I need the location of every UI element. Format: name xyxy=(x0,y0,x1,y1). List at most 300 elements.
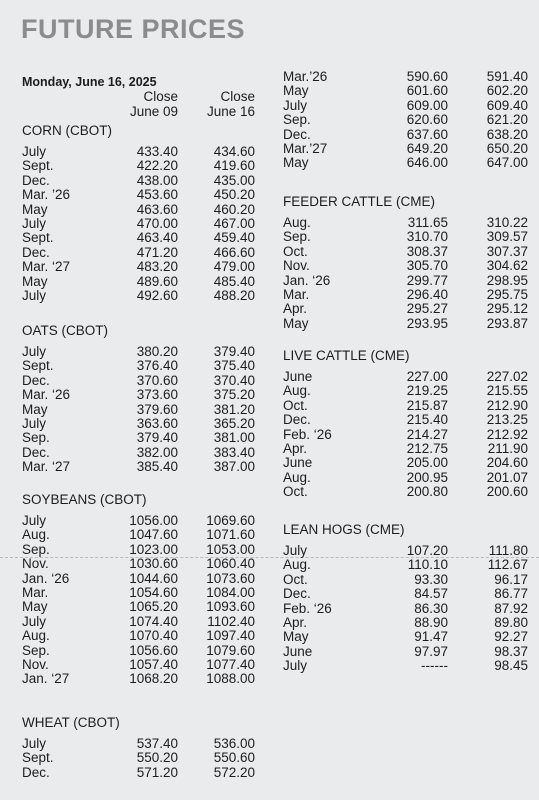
close-june-09: 1065.20 xyxy=(129,599,178,615)
close-june-16: 295.75 xyxy=(486,286,528,302)
close-june-16: 591.40 xyxy=(486,69,528,84)
contract-month: May xyxy=(283,629,309,645)
price-row xyxy=(283,156,528,170)
section-title: FEEDER CATTLE (CME) xyxy=(283,194,436,209)
price-row xyxy=(22,751,255,765)
close-june-16: 1084.00 xyxy=(206,584,255,600)
price-row xyxy=(283,370,528,384)
section-wheat-continued xyxy=(283,70,528,171)
close-june-16: 485.40 xyxy=(213,273,255,289)
close-june-16: 309.57 xyxy=(486,229,528,245)
close-june-09: 93.30 xyxy=(414,571,448,587)
price-row xyxy=(283,659,528,673)
section-title: WHEAT (CBOT) xyxy=(22,715,120,730)
close-june-16: 1069.60 xyxy=(206,513,255,528)
close-june-09: 382.00 xyxy=(136,444,178,460)
section-oats xyxy=(22,322,255,475)
close-june-16: 1079.60 xyxy=(206,642,255,658)
price-row xyxy=(22,417,255,431)
price-row xyxy=(283,399,528,413)
close-june-16: 621.20 xyxy=(486,112,528,128)
price-row xyxy=(22,275,255,289)
close-june-16: 479.00 xyxy=(213,259,255,275)
price-row xyxy=(283,428,528,442)
close-june-16: 200.60 xyxy=(486,484,528,500)
close-june-09: 463.40 xyxy=(136,230,178,246)
price-rows xyxy=(22,737,255,780)
price-row xyxy=(22,737,255,751)
contract-month: Nov. xyxy=(22,556,49,572)
contract-month: Dec. xyxy=(283,412,311,428)
contract-month: Jan. ‘26 xyxy=(22,570,70,586)
close-june-16: 1077.40 xyxy=(206,656,255,672)
price-rows xyxy=(22,514,255,687)
price-rows xyxy=(283,370,528,500)
contract-month: Mar. ‘26 xyxy=(22,387,71,403)
close-june-09: 295.27 xyxy=(406,301,448,317)
contract-month: Oct. xyxy=(283,484,308,500)
contract-month: Aug. xyxy=(283,469,311,485)
close-june-16: 96.17 xyxy=(494,571,528,587)
price-row xyxy=(283,456,528,470)
close-june-09: 492.60 xyxy=(136,287,178,303)
price-row xyxy=(22,260,255,274)
close-june-16: 383.40 xyxy=(213,444,255,460)
contract-month: Sep. xyxy=(283,229,311,245)
contract-month: Aug. xyxy=(283,215,311,230)
close-june-16: 460.20 xyxy=(213,201,255,217)
close-june-16: 370.40 xyxy=(213,372,255,388)
close-june-16: 98.37 xyxy=(494,643,528,659)
close-june-16: 647.00 xyxy=(486,155,528,171)
close-june-16: 212.92 xyxy=(486,426,528,442)
contract-month: Dec. xyxy=(22,244,50,260)
contract-month: Oct. xyxy=(283,571,308,587)
price-row xyxy=(283,587,528,601)
close-june-16: 381.00 xyxy=(213,430,255,446)
close-june-16: 550.60 xyxy=(213,750,255,766)
price-row xyxy=(283,485,528,499)
price-row xyxy=(22,460,255,474)
close-june-16: 87.92 xyxy=(494,600,528,616)
close-june-16: 293.87 xyxy=(486,315,528,331)
contract-month: Mar. ‘27 xyxy=(22,459,71,475)
contract-month: Dec. xyxy=(22,172,50,188)
close-june-09: ------ xyxy=(421,658,448,674)
price-row xyxy=(22,528,255,542)
contract-month: July xyxy=(283,658,308,674)
close-june-16: 298.95 xyxy=(486,272,528,288)
close-june-09: 620.60 xyxy=(406,112,448,128)
price-row xyxy=(22,388,255,402)
price-row xyxy=(22,174,255,188)
price-rows xyxy=(283,544,528,674)
close-june-09: 293.95 xyxy=(406,315,448,331)
close-june-09: 1030.60 xyxy=(129,556,178,572)
close-june-09: 299.77 xyxy=(406,272,448,288)
price-row xyxy=(22,159,255,173)
close-june-16: 112.67 xyxy=(487,557,528,573)
contract-month: Sept. xyxy=(22,158,54,174)
close-june-16: 213.25 xyxy=(486,412,528,428)
close-june-09: 470.00 xyxy=(136,215,178,231)
close-june-09: 1068.20 xyxy=(129,671,178,687)
section-corn xyxy=(22,122,255,303)
contract-month: July xyxy=(283,543,308,558)
close-june-16: 211.90 xyxy=(487,440,528,456)
price-row xyxy=(22,514,255,528)
close-june-16: 307.37 xyxy=(486,243,528,259)
contract-month: Sep. xyxy=(22,642,50,658)
price-row xyxy=(22,644,255,658)
price-row xyxy=(22,403,255,417)
contract-month: Dec. xyxy=(283,586,311,602)
close-june-09: 380.20 xyxy=(136,344,178,359)
close-june-16: 387.00 xyxy=(213,459,255,475)
price-row xyxy=(22,615,255,629)
close-june-09: 219.25 xyxy=(406,383,448,399)
price-row xyxy=(283,616,528,630)
contract-month: Dec. xyxy=(22,444,50,460)
close-june-16: 434.60 xyxy=(213,144,255,159)
close-june-09: 453.60 xyxy=(136,187,178,203)
close-june-16: 1088.00 xyxy=(206,671,255,687)
close-june-16: 467.00 xyxy=(213,215,255,231)
price-row xyxy=(22,431,255,445)
close-june-16: 450.20 xyxy=(213,187,255,203)
column-header-date: June 16 xyxy=(206,104,255,119)
close-june-09: 363.60 xyxy=(136,415,178,431)
close-june-09: 1070.40 xyxy=(129,628,178,644)
contract-month: Feb. ‘26 xyxy=(283,600,332,616)
close-june-09: 200.95 xyxy=(406,469,448,485)
price-row xyxy=(283,113,528,127)
price-row xyxy=(22,188,255,202)
close-june-09: 107.20 xyxy=(406,543,448,558)
close-june-16: 365.20 xyxy=(213,415,255,431)
close-june-09: 483.20 xyxy=(136,259,178,275)
close-june-16: 212.90 xyxy=(486,397,528,413)
close-june-09: 1047.60 xyxy=(129,527,178,543)
price-row xyxy=(283,245,528,259)
close-june-09: 1074.40 xyxy=(129,613,178,629)
close-june-09: 422.20 xyxy=(136,158,178,174)
close-june-09: 373.60 xyxy=(136,387,178,403)
contract-month: May xyxy=(22,273,48,289)
price-row xyxy=(283,442,528,456)
section-title: OATS (CBOT) xyxy=(22,323,108,338)
contract-month: May xyxy=(22,201,48,217)
contract-month: June xyxy=(283,455,313,471)
section-title: CORN (CBOT) xyxy=(22,123,112,138)
column-header-june-09 xyxy=(108,89,178,119)
column-header-date: June 09 xyxy=(129,104,178,119)
price-row xyxy=(22,246,255,260)
price-row xyxy=(22,672,255,686)
contract-month: June xyxy=(283,643,313,659)
close-june-16: 111.80 xyxy=(488,543,528,558)
close-june-09: 200.80 xyxy=(406,484,448,500)
contract-month: Apr. xyxy=(283,614,308,630)
close-june-16: 488.20 xyxy=(213,287,255,303)
price-row xyxy=(283,602,528,616)
close-june-09: 433.40 xyxy=(136,144,178,159)
price-row xyxy=(22,217,255,231)
close-june-09: 1056.60 xyxy=(129,642,178,658)
price-row xyxy=(283,259,528,273)
section-feeder-cattle xyxy=(283,193,528,331)
close-june-16: 459.40 xyxy=(213,230,255,246)
contract-month: Dec. xyxy=(22,764,50,780)
section-title: SOYBEANS (CBOT) xyxy=(22,492,147,507)
contract-month: Aug. xyxy=(22,527,50,543)
price-row xyxy=(283,471,528,485)
close-june-16: 1060.40 xyxy=(206,556,255,572)
price-row xyxy=(22,658,255,672)
close-june-09: 471.20 xyxy=(136,244,178,260)
contract-month: Sep. xyxy=(283,112,311,128)
price-row xyxy=(22,359,255,373)
close-june-16: 215.55 xyxy=(486,383,528,399)
close-june-09: 637.60 xyxy=(406,126,448,142)
price-rows xyxy=(22,345,255,475)
price-row xyxy=(22,446,255,460)
close-june-09: 379.60 xyxy=(136,401,178,417)
price-rows xyxy=(283,70,528,171)
contract-month: Sept. xyxy=(22,358,54,374)
contract-month: Nov. xyxy=(283,258,310,274)
price-row xyxy=(22,289,255,303)
price-rows xyxy=(22,145,255,303)
price-row xyxy=(22,145,255,159)
price-row xyxy=(22,600,255,614)
close-june-16: 536.00 xyxy=(213,736,255,751)
column-header-label: Close xyxy=(143,89,178,104)
close-june-16: 304.62 xyxy=(486,258,528,274)
section-live-cattle xyxy=(283,347,528,500)
price-row xyxy=(283,544,528,558)
close-june-09: 310.70 xyxy=(406,229,448,245)
close-june-09: 205.00 xyxy=(406,455,448,471)
price-row xyxy=(22,203,255,217)
close-june-09: 215.87 xyxy=(406,397,448,413)
contract-month: Mar. ’26 xyxy=(22,187,71,203)
close-june-09: 463.60 xyxy=(136,201,178,217)
contract-month: June xyxy=(283,369,313,384)
price-row xyxy=(283,317,528,331)
close-june-09: 212.75 xyxy=(406,440,448,456)
section-wheat xyxy=(22,714,255,780)
contract-month: Dec. xyxy=(22,372,50,388)
close-june-16: 227.02 xyxy=(486,369,528,384)
price-row xyxy=(22,586,255,600)
contract-month: Oct. xyxy=(283,243,308,259)
section-title: LEAN HOGS (CME) xyxy=(283,522,405,537)
column-header-june-16 xyxy=(185,89,255,119)
close-june-16: 609.40 xyxy=(486,97,528,113)
close-june-16: 381.20 xyxy=(213,401,255,417)
close-june-16: 650.20 xyxy=(486,140,528,156)
close-june-16: 419.60 xyxy=(213,158,255,174)
close-june-16: 602.20 xyxy=(486,83,528,99)
close-june-16: 435.00 xyxy=(213,172,255,188)
contract-month: May xyxy=(283,315,309,331)
price-row xyxy=(283,128,528,142)
price-row xyxy=(283,216,528,230)
close-june-09: 370.60 xyxy=(136,372,178,388)
price-row xyxy=(22,572,255,586)
close-june-16: 375.40 xyxy=(213,358,255,374)
close-june-16: 1093.60 xyxy=(206,599,255,615)
contract-month: Mar.’26 xyxy=(283,69,328,84)
price-row xyxy=(22,629,255,643)
price-row xyxy=(283,558,528,572)
price-row xyxy=(283,230,528,244)
close-june-16: 638.20 xyxy=(486,126,528,142)
close-june-09: 376.40 xyxy=(136,358,178,374)
contract-month: July xyxy=(22,144,47,159)
contract-month: May xyxy=(283,83,309,99)
contract-month: Apr. xyxy=(283,301,308,317)
contract-month: Sept. xyxy=(22,750,54,766)
section-lean-hogs xyxy=(283,521,528,674)
close-june-16: 295.12 xyxy=(486,301,528,317)
close-june-09: 438.00 xyxy=(136,172,178,188)
close-june-09: 1056.00 xyxy=(129,513,178,528)
contract-month: Sep. xyxy=(22,430,50,446)
contract-month: Nov. xyxy=(22,656,49,672)
contract-month: Mar. xyxy=(283,286,310,302)
price-row xyxy=(22,766,255,780)
contract-month: July xyxy=(22,513,47,528)
contract-month: Apr. xyxy=(283,440,308,456)
price-row xyxy=(22,557,255,571)
close-june-09: 227.00 xyxy=(406,369,448,384)
contract-month: Mar. xyxy=(22,584,49,600)
price-row xyxy=(283,645,528,659)
contract-month: Jan. ‘26 xyxy=(283,272,331,288)
price-row xyxy=(22,231,255,245)
close-june-09: 305.70 xyxy=(406,258,448,274)
close-june-09: 110.10 xyxy=(407,557,448,573)
price-row xyxy=(283,84,528,98)
close-june-09: 537.40 xyxy=(136,736,178,751)
close-june-16: 379.40 xyxy=(213,344,255,359)
price-row xyxy=(283,573,528,587)
contract-month: Aug. xyxy=(283,383,311,399)
close-june-09: 86.30 xyxy=(414,600,448,616)
close-june-16: 572.20 xyxy=(213,764,255,780)
close-june-16: 1097.40 xyxy=(206,628,255,644)
column-header-label: Close xyxy=(220,89,255,104)
contract-month: Sept. xyxy=(22,230,54,246)
close-june-09: 385.40 xyxy=(136,459,178,475)
price-row xyxy=(283,142,528,156)
contract-month: July xyxy=(22,415,47,431)
close-june-09: 590.60 xyxy=(406,69,448,84)
contract-month: July xyxy=(22,215,47,231)
close-june-16: 375.20 xyxy=(213,387,255,403)
price-row xyxy=(22,543,255,557)
section-soybeans xyxy=(22,491,255,687)
contract-month: July xyxy=(22,287,47,303)
contract-month: July xyxy=(22,613,47,629)
close-june-09: 1054.60 xyxy=(129,584,178,600)
close-june-16: 1071.60 xyxy=(206,527,255,543)
close-june-09: 311.65 xyxy=(407,215,448,230)
price-row xyxy=(283,70,528,84)
close-june-09: 646.00 xyxy=(406,155,448,171)
price-row xyxy=(283,274,528,288)
close-june-09: 97.97 xyxy=(414,643,448,659)
contract-month: Oct. xyxy=(283,397,308,413)
close-june-16: 1053.00 xyxy=(206,541,255,557)
close-june-16: 204.60 xyxy=(486,455,528,471)
contract-month: Dec. xyxy=(283,126,311,142)
contract-month: Mar.’27 xyxy=(283,140,328,156)
price-row xyxy=(283,384,528,398)
contract-month: July xyxy=(22,736,47,751)
contract-month: Aug. xyxy=(22,628,50,644)
report-date: Monday, June 16, 2025 xyxy=(22,75,157,89)
close-june-16: 1102.40 xyxy=(207,613,255,629)
price-row xyxy=(283,99,528,113)
contract-month: May xyxy=(22,599,48,615)
close-june-16: 310.22 xyxy=(486,215,528,230)
close-june-09: 609.00 xyxy=(406,97,448,113)
price-row xyxy=(283,302,528,316)
close-june-09: 296.40 xyxy=(406,286,448,302)
close-june-16: 86.77 xyxy=(494,586,528,602)
contract-month: July xyxy=(283,97,308,113)
price-row xyxy=(283,288,528,302)
close-june-16: 201.07 xyxy=(486,469,528,485)
close-june-16: 466.60 xyxy=(213,244,255,260)
close-june-09: 308.37 xyxy=(406,243,448,259)
price-row xyxy=(22,345,255,359)
contract-month: May xyxy=(283,155,309,171)
close-june-09: 84.57 xyxy=(414,586,448,602)
price-row xyxy=(283,413,528,427)
price-rows xyxy=(283,216,528,331)
close-june-16: 92.27 xyxy=(494,629,528,645)
price-row xyxy=(22,374,255,388)
close-june-09: 571.20 xyxy=(136,764,178,780)
close-june-09: 215.40 xyxy=(406,412,448,428)
close-june-09: 91.47 xyxy=(414,629,448,645)
close-june-09: 1057.40 xyxy=(129,656,178,672)
close-june-09: 214.27 xyxy=(406,426,448,442)
contract-month: Sep. xyxy=(22,541,50,557)
contract-month: Feb. ‘26 xyxy=(283,426,332,442)
close-june-09: 379.40 xyxy=(136,430,178,446)
contract-month: May xyxy=(22,401,48,417)
close-june-16: 1073.60 xyxy=(206,570,255,586)
close-june-09: 550.20 xyxy=(136,750,178,766)
close-june-09: 649.20 xyxy=(406,140,448,156)
close-june-09: 1023.00 xyxy=(129,541,178,557)
contract-month: Aug. xyxy=(283,557,311,573)
contract-month: July xyxy=(22,344,47,359)
close-june-09: 88.90 xyxy=(414,614,448,630)
close-june-09: 601.60 xyxy=(406,83,448,99)
contract-month: Mar. ‘27 xyxy=(22,259,71,275)
page-title: FUTURE PRICES xyxy=(21,14,246,44)
close-june-16: 89.80 xyxy=(494,614,528,630)
close-june-09: 489.60 xyxy=(136,273,178,289)
contract-month: Jan. ‘27 xyxy=(22,671,70,687)
close-june-09: 1044.60 xyxy=(129,570,178,586)
